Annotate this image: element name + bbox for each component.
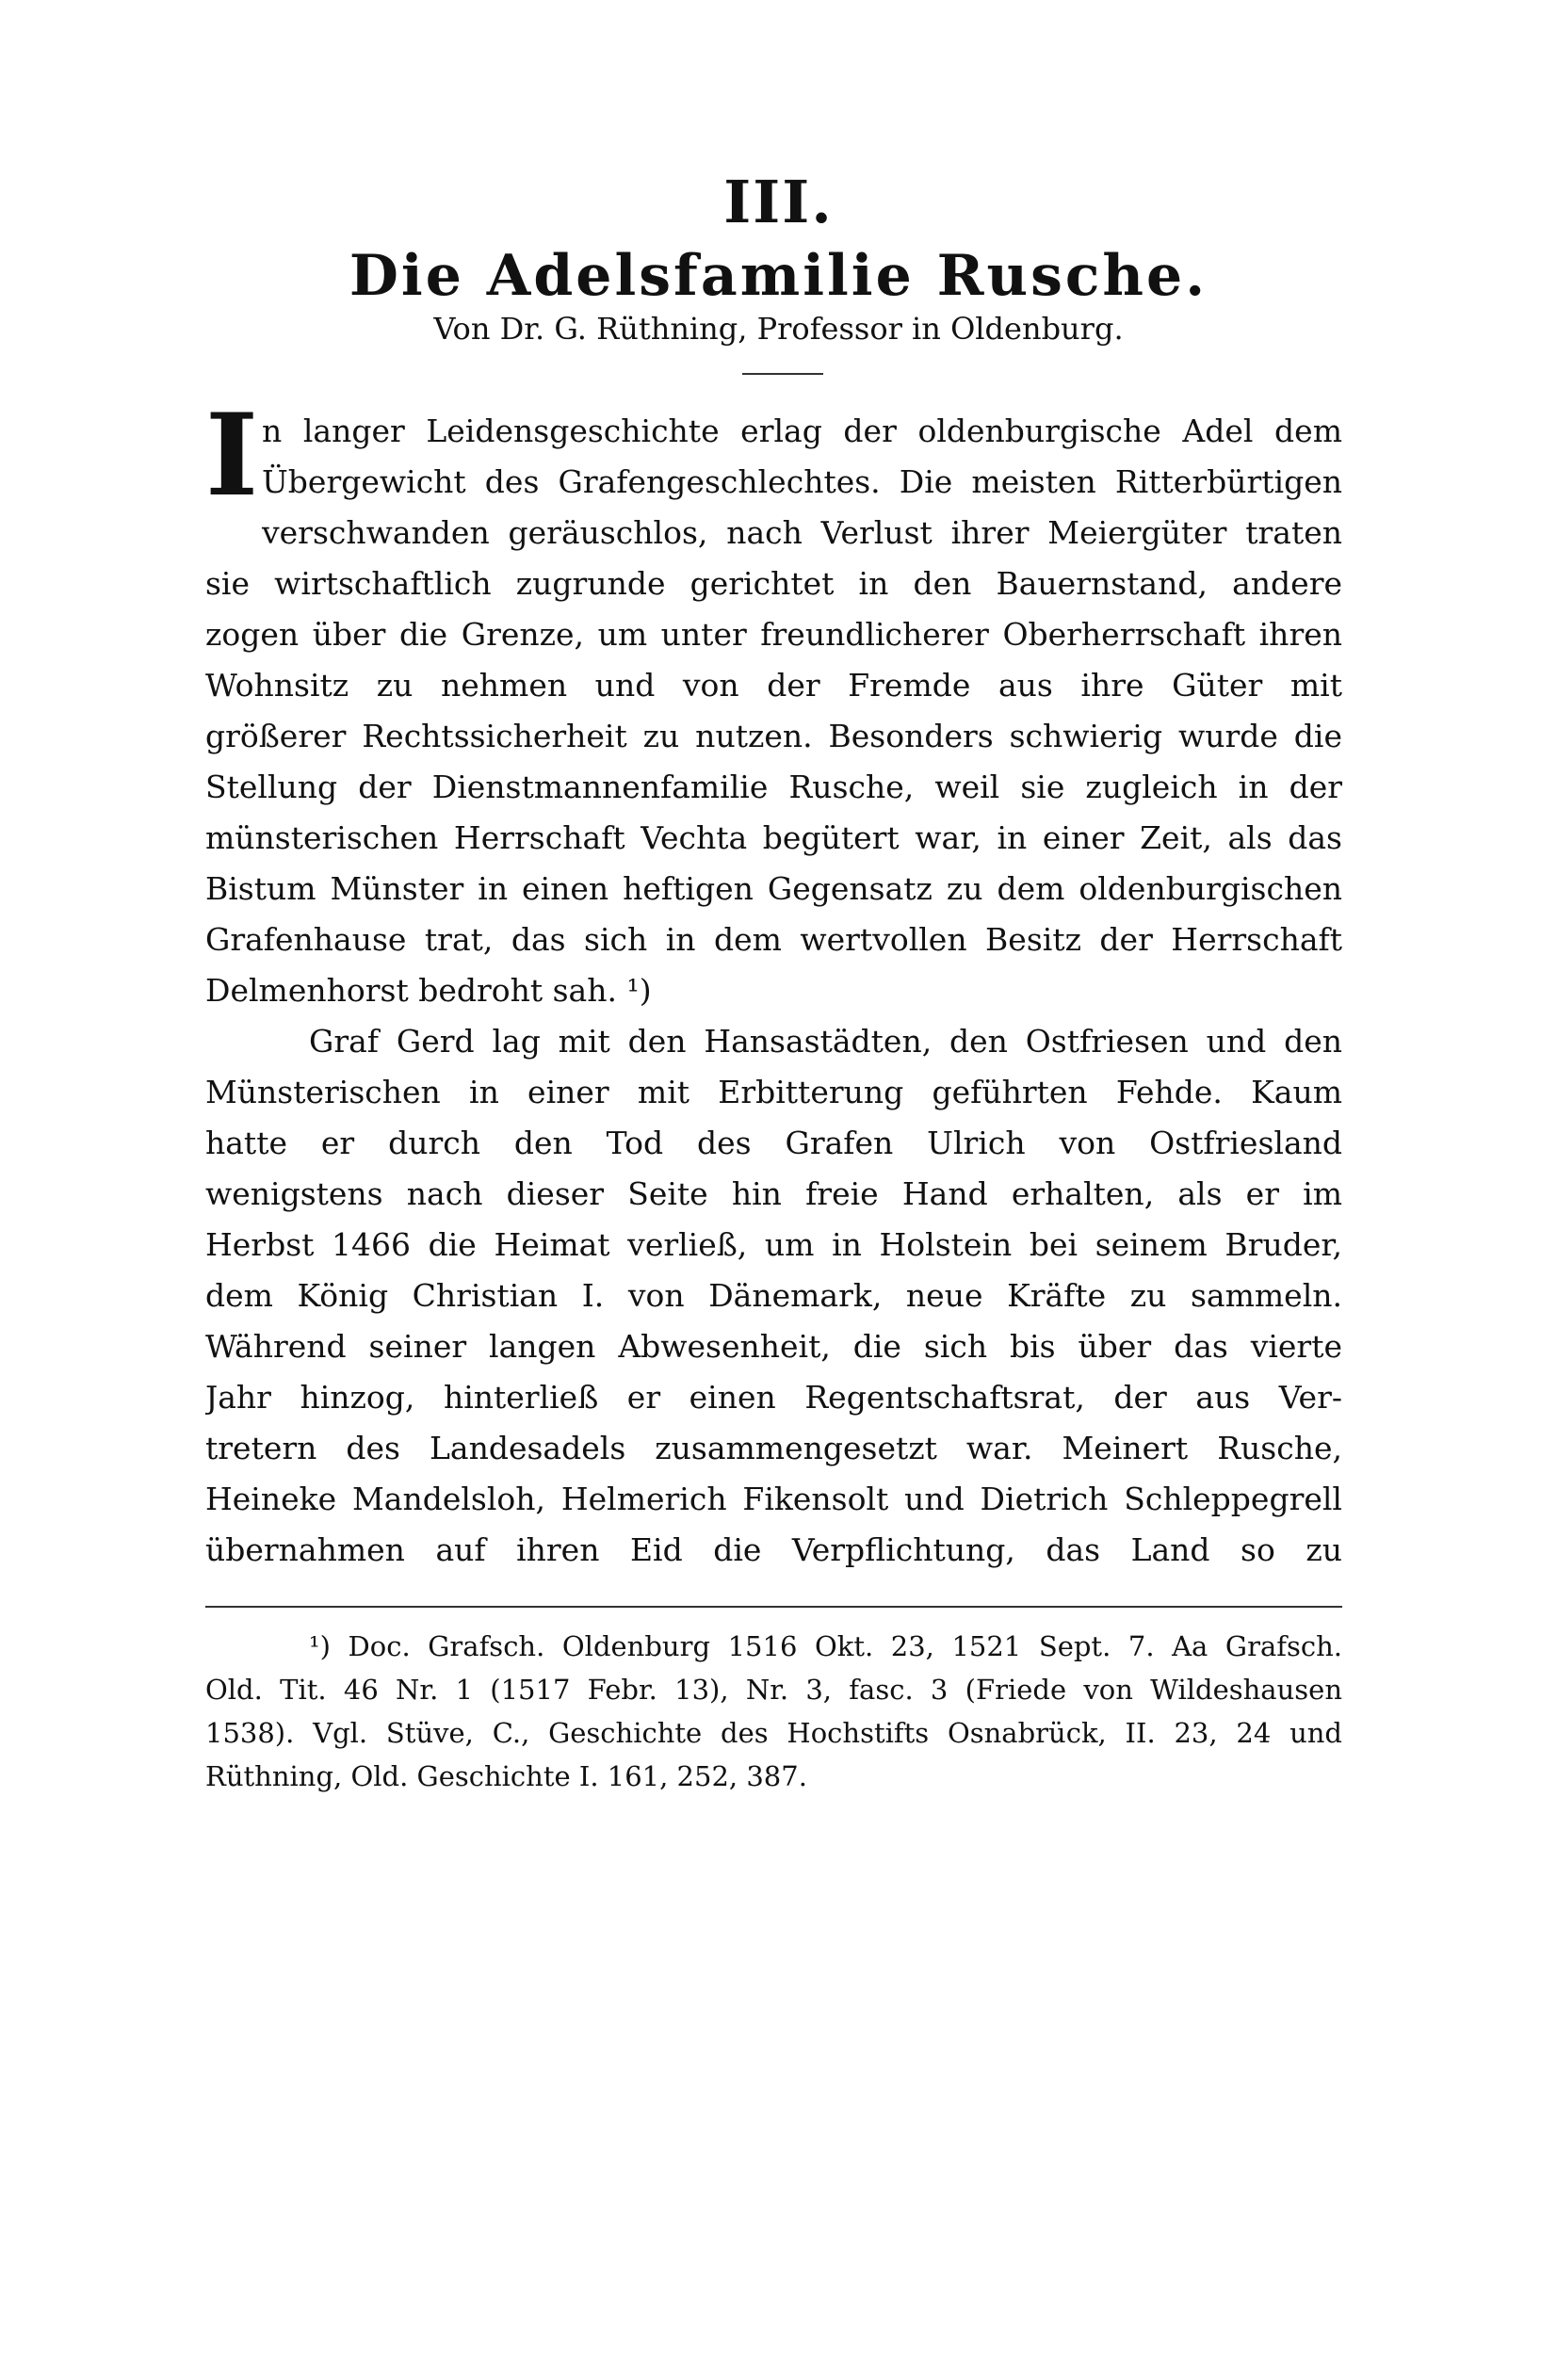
text-line: verschwanden geräuschlos, nach Verlust ihrer Meiergüter traten [262, 514, 1342, 551]
text-line: dem König Christian I. von Dänemark, neue Kräfte zu sammeln. [205, 1277, 1342, 1314]
text-line: Bistum Münster in einen heftigen Gegensatz zu dem oldenburgischen [205, 870, 1342, 907]
text-line: n langer Leidensgeschichte erlag der oldenburgische Adel dem [262, 413, 1342, 449]
text-line: zogen über die Grenze, um unter freundlicherer Oberherrschaft ihren [205, 616, 1342, 653]
text-line: Grafenhause trat, das sich in dem wertvollen Besitz der Herrschaft [205, 921, 1342, 958]
text-line: Herbst 1466 die Heimat verließ, um in Holstein bei seinem Bruder, [205, 1226, 1342, 1263]
text-line: Graf Gerd lag mit den Hansastädten, den Ostfriesen und den [309, 1023, 1342, 1060]
text-line: Heineke Mandelsloh, Helmerich Fikensolt und Dietrich Schleppegrell [205, 1481, 1342, 1517]
footnote-divider [205, 1606, 1342, 1608]
text-line: münsterischen Herrschaft Vechta begütert war, in einer Zeit, als das [205, 819, 1342, 856]
footnote-line: 1538). Vgl. Stüve, C., Geschichte des Hochstifts Osnabrück, II. 23, 24 und [205, 1717, 1342, 1749]
text-line: tretern des Landesadels zusammengesetzt war. Meinert Rusche, [205, 1430, 1342, 1466]
footnote-line: ¹) Doc. Grafsch. Oldenburg 1516 Okt. 23, 1521 Sept. 7. Aa Grafsch. [309, 1630, 1342, 1662]
chapter-number: III. [723, 168, 834, 236]
text-line: Jahr hinzog, hinterließ er einen Regentschaftsrat, der aus Ver- [205, 1379, 1342, 1416]
drop-cap: I [205, 389, 259, 522]
text-line: Münsterischen in einer mit Erbitterung geführten Fehde. Kaum [205, 1074, 1342, 1110]
article-title: Die Adelsfamilie Rusche. [349, 243, 1208, 309]
footnote-line: Rüthning, Old. Geschichte I. 161, 252, 387. [205, 1760, 807, 1792]
text-line: Stellung der Dienstmannenfamilie Rusche, weil sie zugleich in der [205, 769, 1342, 805]
title-divider [742, 373, 823, 375]
footnote-line: Old. Tit. 46 Nr. 1 (1517 Febr. 13), Nr. 3, fasc. 3 (Friede von Wildeshausen [205, 1674, 1342, 1706]
author-byline: Von Dr. G. Rüthning, Professor in Oldenburg. [433, 311, 1124, 347]
text-line: sie wirtschaftlich zugrunde gerichtet in den Bauernstand, andere [205, 565, 1342, 602]
text-line: Übergewicht des Grafengeschlechtes. Die meisten Ritterbürtigen [262, 463, 1342, 500]
text-line: größerer Rechtssicherheit zu nutzen. Besonders schwierig wurde die [205, 718, 1342, 754]
text-line: wenigstens nach dieser Seite hin freie Hand erhalten, als er im [205, 1175, 1342, 1212]
text-line: Delmenhorst bedroht sah. ¹) [205, 972, 652, 1009]
text-line: hatte er durch den Tod des Grafen Ulrich von Ostfriesland [205, 1125, 1342, 1161]
text-line: Wohnsitz zu nehmen und von der Fremde aus ihre Güter mit [205, 667, 1342, 704]
text-line: übernahmen auf ihren Eid die Verpflichtung, das Land so zu [205, 1531, 1342, 1568]
text-line: Während seiner langen Abwesenheit, die sich bis über das vierte [205, 1328, 1342, 1365]
